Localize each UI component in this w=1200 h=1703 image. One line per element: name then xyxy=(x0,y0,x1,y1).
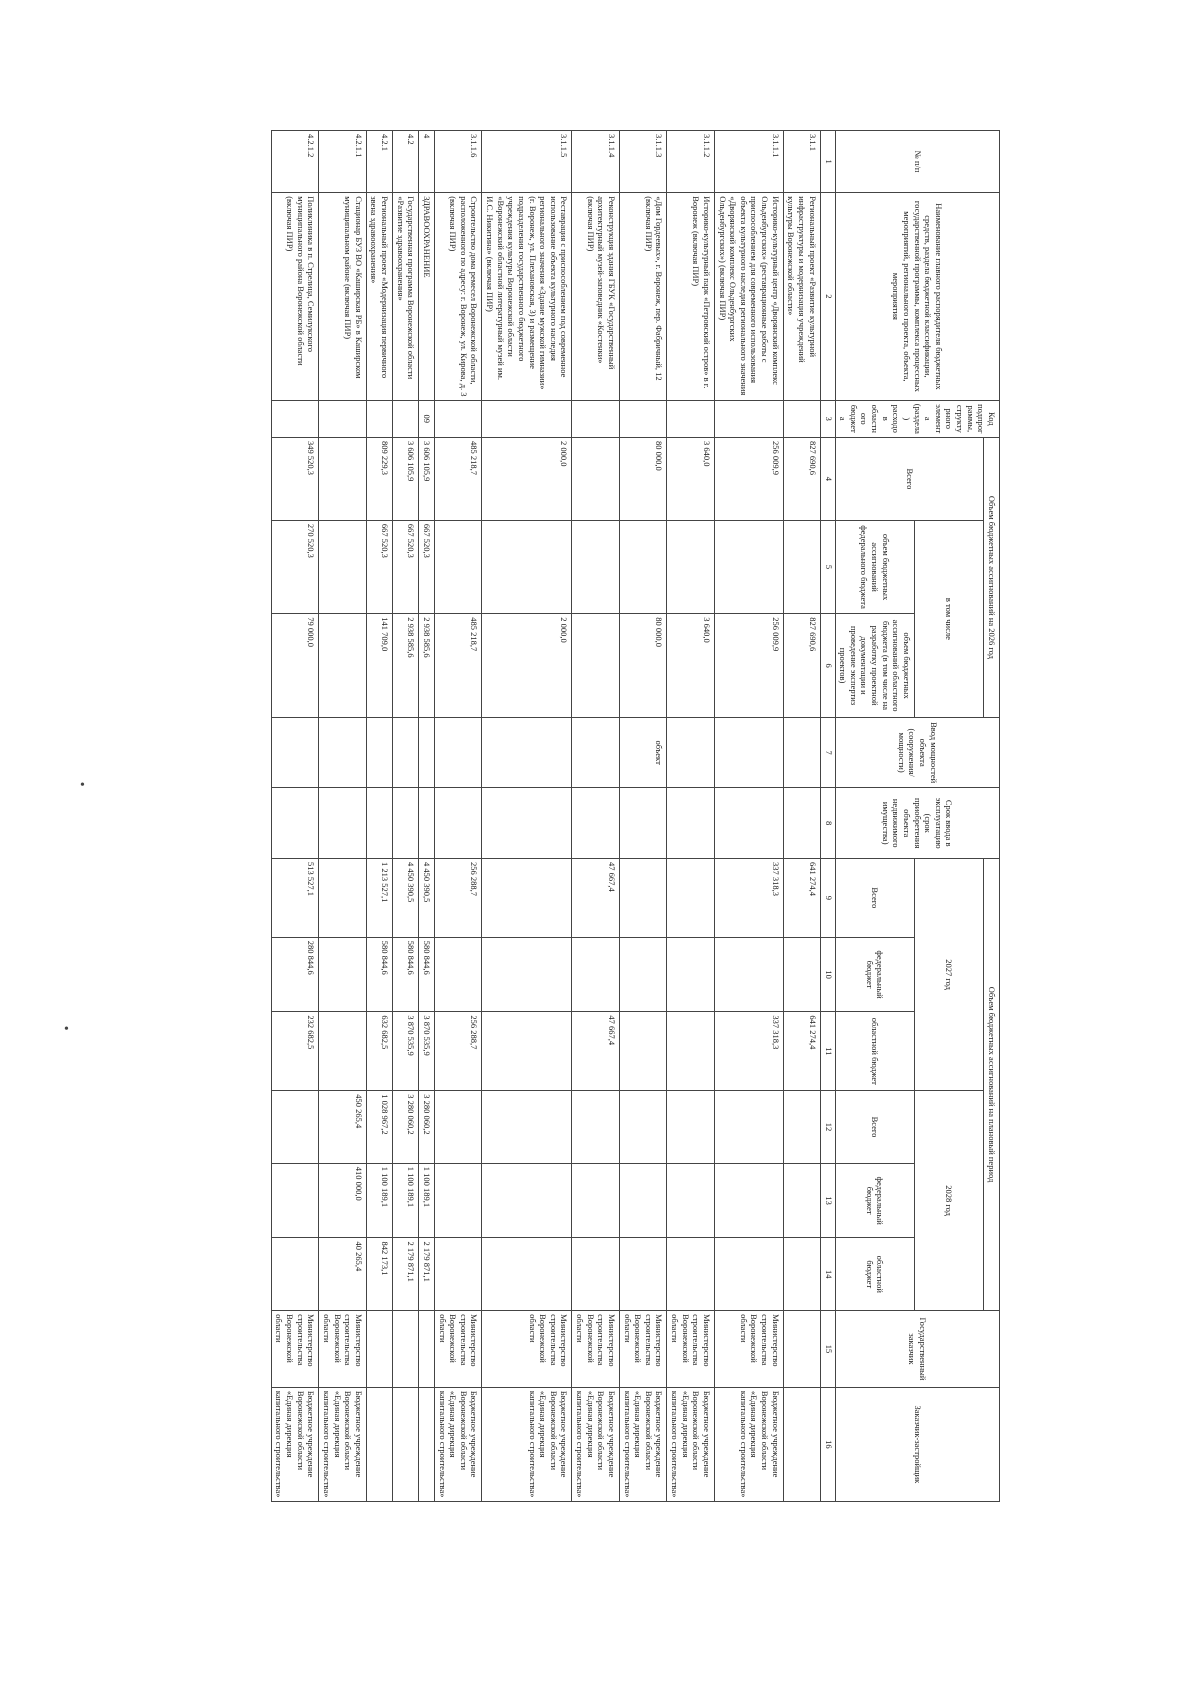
row-power: объект xyxy=(620,717,668,788)
row-developer xyxy=(419,1387,435,1501)
row-obl-2026: 141 709,0 xyxy=(366,614,392,718)
row-fed-2028: 1 100 189,1 xyxy=(393,1163,419,1238)
header-total-2027: Всего xyxy=(835,858,914,937)
row-term xyxy=(393,788,419,859)
row-total-2026: 3 606 105,9 xyxy=(393,437,419,520)
row-fed-2028 xyxy=(783,1163,820,1238)
row-total-2027: 513 527,1 xyxy=(271,858,319,937)
header-vol-2026: Объем бюджетных ассигнований на 2026 год xyxy=(984,437,1000,717)
row-fed-2026: 667 520,3 xyxy=(366,520,392,613)
row-total-2027: 337 318,3 xyxy=(715,858,784,937)
row-term xyxy=(783,788,820,859)
row-total-2028: 3 280 060,2 xyxy=(393,1091,419,1164)
row-total-2026: 349 520,3 xyxy=(271,437,319,520)
row-num: 4.2.1 xyxy=(366,131,392,193)
row-total-2028: 3 280 060,2 xyxy=(419,1091,435,1164)
row-code xyxy=(482,400,572,437)
row-total-2027 xyxy=(667,858,715,937)
row-developer xyxy=(783,1387,820,1501)
row-term xyxy=(366,788,392,859)
table-row xyxy=(271,131,319,1502)
table-row xyxy=(572,131,620,1502)
column-number: 3 xyxy=(820,400,835,437)
row-fed-2027: 280 844,6 xyxy=(271,937,319,1012)
row-fed-2026: 270 520,3 xyxy=(271,520,319,613)
row-fed-2026 xyxy=(783,520,820,613)
row-customer xyxy=(783,1311,820,1388)
row-obl-2027 xyxy=(319,1012,367,1091)
row-power xyxy=(419,717,435,788)
row-developer: Бюджетное учреждение Воронежской области «Единая дирекция капитального строительства» xyxy=(319,1387,367,1501)
row-code xyxy=(715,400,784,437)
row-fed-2026 xyxy=(482,520,572,613)
header-fed-2028: федеральный бюджет xyxy=(835,1163,914,1238)
column-number: 8 xyxy=(820,788,835,859)
row-power xyxy=(435,717,483,788)
row-obl-2028 xyxy=(435,1238,483,1311)
row-num: 3.1.1.6 xyxy=(435,131,483,193)
row-customer: Министерство строительства Воронежской области xyxy=(620,1311,668,1388)
row-fed-2027 xyxy=(482,937,572,1012)
row-fed-2028: 410 000,0 xyxy=(319,1163,367,1238)
row-code xyxy=(620,400,668,437)
row-developer: Бюджетное учреждение Воронежской области «Единая дирекция капитального строительства» xyxy=(271,1387,319,1501)
row-power xyxy=(783,717,820,788)
column-number: 2 xyxy=(820,193,835,400)
row-obl-2026: 2 938 585,6 xyxy=(419,614,435,718)
row-obl-2027: 3 870 535,9 xyxy=(419,1012,435,1091)
header-code: Код подпрограммы, структурного элемента (раздела) расходов областного бюджета xyxy=(835,400,999,437)
row-term xyxy=(271,788,319,859)
row-obl-2026: 2 000,0 xyxy=(482,614,572,718)
column-number: 12 xyxy=(820,1091,835,1164)
row-num: 3.1.1.1 xyxy=(715,131,784,193)
row-total-2027 xyxy=(620,858,668,937)
row-customer: Министерство строительства Воронежской области xyxy=(715,1311,784,1388)
row-term xyxy=(319,788,367,859)
row-fed-2026 xyxy=(667,520,715,613)
row-total-2026: 80 000,0 xyxy=(620,437,668,520)
row-num: 3.1.1.3 xyxy=(620,131,668,193)
row-code xyxy=(572,400,620,437)
row-obl-2026 xyxy=(319,614,367,718)
table-row xyxy=(319,131,367,1502)
row-power xyxy=(482,717,572,788)
row-obl-2027 xyxy=(620,1012,668,1091)
row-name: «Дом Гордеевых», г. Воронеж, пер. Фабричный, 12 (включая ПИР) xyxy=(620,193,668,400)
row-obl-2027: 232 682,5 xyxy=(271,1012,319,1091)
table-row xyxy=(667,131,715,1502)
row-fed-2027 xyxy=(319,937,367,1012)
row-name: Региональный проект «Модернизация первичного звена здравоохранения» xyxy=(366,193,392,400)
column-number-row xyxy=(820,131,835,1502)
row-total-2026 xyxy=(319,437,367,520)
row-code xyxy=(393,400,419,437)
header-power: Ввод мощностей объекта (сооружения/мощности) xyxy=(835,717,999,788)
row-num: 4.2.1.1 xyxy=(319,131,367,193)
row-total-2028 xyxy=(435,1091,483,1164)
row-code xyxy=(783,400,820,437)
row-fed-2028 xyxy=(715,1163,784,1238)
row-num: 3.1.1.2 xyxy=(667,131,715,193)
table-row xyxy=(419,131,435,1502)
header-year-2027: 2027 год xyxy=(915,858,984,1090)
column-number: 11 xyxy=(820,1012,835,1091)
row-obl-2027: 337 318,3 xyxy=(715,1012,784,1091)
row-customer xyxy=(419,1311,435,1388)
header-total-2026: Всего xyxy=(835,437,984,520)
row-obl-2026 xyxy=(572,614,620,718)
row-obl-2028: 2 179 871,1 xyxy=(419,1238,435,1311)
row-code: 09 xyxy=(419,400,435,437)
row-num: 3.1.1.5 xyxy=(482,131,572,193)
row-obl-2026: 3 640,0 xyxy=(667,614,715,718)
row-term xyxy=(667,788,715,859)
header-term: Срок ввода в эксплуатацию (срок приобретения объекта недвижимого имущества) xyxy=(835,788,999,859)
row-fed-2027 xyxy=(715,937,784,1012)
row-obl-2027: 641 274,4 xyxy=(783,1012,820,1091)
row-power xyxy=(366,717,392,788)
row-fed-2027: 580 844,6 xyxy=(393,937,419,1012)
row-fed-2026: 667 520,3 xyxy=(393,520,419,613)
column-number: 7 xyxy=(820,717,835,788)
row-obl-2026: 2 938 585,6 xyxy=(393,614,419,718)
row-developer xyxy=(393,1387,419,1501)
row-total-2027: 256 288,7 xyxy=(435,858,483,937)
row-total-2028 xyxy=(620,1091,668,1164)
row-obl-2027: 3 870 535,9 xyxy=(393,1012,419,1091)
row-name: Поликлиника в п. Стрелица, Семилукского муниципального района Воронежской области (включая ПИР) xyxy=(271,193,319,400)
table-body xyxy=(271,131,835,1502)
row-code xyxy=(435,400,483,437)
header-obl-2027: областной бюджет xyxy=(835,1012,914,1091)
row-term xyxy=(715,788,784,859)
row-fed-2028 xyxy=(271,1163,319,1238)
row-total-2027 xyxy=(319,858,367,937)
row-obl-2027: 632 682,5 xyxy=(366,1012,392,1091)
row-num: 3.1.1.4 xyxy=(572,131,620,193)
row-power xyxy=(393,717,419,788)
row-power xyxy=(667,717,715,788)
row-total-2026: 3 640,0 xyxy=(667,437,715,520)
row-customer: Министерство строительства Воронежской области xyxy=(667,1311,715,1388)
row-obl-2026: 827 690,6 xyxy=(783,614,820,718)
row-obl-2028 xyxy=(482,1238,572,1311)
row-obl-2026: 256 009,9 xyxy=(715,614,784,718)
row-fed-2027: 580 844,6 xyxy=(366,937,392,1012)
column-number: 13 xyxy=(820,1163,835,1238)
row-term xyxy=(620,788,668,859)
row-power xyxy=(319,717,367,788)
row-fed-2028 xyxy=(482,1163,572,1238)
row-total-2027: 4 450 390,5 xyxy=(393,858,419,937)
row-developer xyxy=(366,1387,392,1501)
row-obl-2028: 842 173,1 xyxy=(366,1238,392,1311)
row-fed-2028: 1 100 189,1 xyxy=(366,1163,392,1238)
row-developer: Бюджетное учреждение Воронежской области «Единая дирекция капитального строительства» xyxy=(572,1387,620,1501)
row-code xyxy=(271,400,319,437)
row-developer: Бюджетное учреждение Воронежской области «Единая дирекция капитального строительства» xyxy=(435,1387,483,1501)
row-fed-2028: 1 100 189,1 xyxy=(419,1163,435,1238)
row-fed-2026 xyxy=(572,520,620,613)
row-total-2028 xyxy=(572,1091,620,1164)
row-total-2027 xyxy=(482,858,572,937)
row-customer xyxy=(393,1311,419,1388)
column-number: 5 xyxy=(820,520,835,613)
row-total-2026: 827 690,6 xyxy=(783,437,820,520)
header-fed-2027: федеральный бюджет xyxy=(835,937,914,1012)
rotated-table-page xyxy=(192,130,1000,1502)
row-power xyxy=(572,717,620,788)
row-customer: Министерство строительства Воронежской области xyxy=(271,1311,319,1388)
row-fed-2027 xyxy=(783,937,820,1012)
table-row xyxy=(366,131,392,1502)
row-name: Региональный проект «Развитие культурной инфраструктуры и модернизация учреждений культуры Воронежской области» xyxy=(783,193,820,400)
row-total-2028 xyxy=(482,1091,572,1164)
row-total-2027: 1 213 527,1 xyxy=(366,858,392,937)
row-total-2026: 256 009,9 xyxy=(715,437,784,520)
row-obl-2028 xyxy=(667,1238,715,1311)
row-name: Историко-культурный парк «Петровский остров» в г. Воронеж (включая ПИР) xyxy=(667,193,715,400)
row-code xyxy=(366,400,392,437)
row-power xyxy=(715,717,784,788)
row-obl-2028: 2 179 871,1 xyxy=(393,1238,419,1311)
row-fed-2027 xyxy=(667,937,715,1012)
row-obl-2027: 47 667,4 xyxy=(572,1012,620,1091)
row-power xyxy=(271,717,319,788)
row-total-2028 xyxy=(271,1091,319,1164)
row-total-2028 xyxy=(783,1091,820,1164)
row-customer: Министерство строительства Воронежской области xyxy=(572,1311,620,1388)
row-term xyxy=(572,788,620,859)
row-total-2026: 3 606 105,9 xyxy=(419,437,435,520)
row-total-2028 xyxy=(715,1091,784,1164)
row-num: 3.1.1 xyxy=(783,131,820,193)
column-number: 15 xyxy=(820,1311,835,1388)
table-row xyxy=(620,131,668,1502)
row-total-2026: 2 000,0 xyxy=(482,437,572,520)
column-number: 9 xyxy=(820,858,835,937)
row-total-2026: 809 229,3 xyxy=(366,437,392,520)
column-number: 10 xyxy=(820,937,835,1012)
row-fed-2026 xyxy=(319,520,367,613)
row-code xyxy=(319,400,367,437)
row-obl-2027: 256 288,7 xyxy=(435,1012,483,1091)
row-total-2026 xyxy=(572,437,620,520)
header-total-2028: Всего xyxy=(835,1091,914,1164)
row-name: Строительство дома ремесел Воронежской области, расположенного по адресу: г. Воронеж, ул. Кирова, д. 3 (включая ПИР) xyxy=(435,193,483,400)
row-developer: Бюджетное учреждение Воронежской области «Единая дирекция капитального строительства» xyxy=(620,1387,668,1501)
row-obl-2028 xyxy=(572,1238,620,1311)
row-term xyxy=(482,788,572,859)
table-row xyxy=(783,131,820,1502)
row-fed-2028 xyxy=(667,1163,715,1238)
header-fed-2026: объем бюджетных ассигнований федерального бюджета xyxy=(835,520,914,613)
row-total-2028: 450 265,4 xyxy=(319,1091,367,1164)
row-code xyxy=(667,400,715,437)
table-row xyxy=(482,131,572,1502)
row-fed-2026 xyxy=(620,520,668,613)
column-number: 1 xyxy=(820,131,835,193)
row-total-2028: 1 028 967,2 xyxy=(366,1091,392,1164)
row-developer: Бюджетное учреждение Воронежской области «Единая дирекция капитального строительства» xyxy=(667,1387,715,1501)
row-name: Историко-культурный центр «Дворянский комплекс Ольденбургских» (реставрационные работы с приспособлением для современного использования объекта культурного наследия регионального значения «Дворянский комплекс Ольденбургских Ольденбургских») (включая ПИР) xyxy=(715,193,784,400)
row-customer: Министерство строительства Воронежской области xyxy=(435,1311,483,1388)
row-obl-2027 xyxy=(667,1012,715,1091)
row-customer xyxy=(366,1311,392,1388)
row-fed-2027 xyxy=(435,937,483,1012)
row-obl-2028 xyxy=(715,1238,784,1311)
row-fed-2027 xyxy=(620,937,668,1012)
row-fed-2028 xyxy=(572,1163,620,1238)
row-fed-2027: 580 844,6 xyxy=(419,937,435,1012)
row-obl-2027 xyxy=(482,1012,572,1091)
row-total-2027: 641 274,4 xyxy=(783,858,820,937)
row-customer: Министерство строительства Воронежской области xyxy=(482,1311,572,1388)
budget-table xyxy=(271,130,1000,1502)
row-fed-2028 xyxy=(435,1163,483,1238)
row-developer: Бюджетное учреждение Воронежской области «Единая дирекция капитального строительства» xyxy=(482,1387,572,1501)
row-num: 4.2.1.2 xyxy=(271,131,319,193)
row-name: Государственная программа Воронежской области «Развитие здравоохранения» xyxy=(393,193,419,400)
row-developer: Бюджетное учреждение Воронежской области «Единая дирекция капитального строительства» xyxy=(715,1387,784,1501)
row-total-2027: 47 667,4 xyxy=(572,858,620,937)
row-name: ЗДРАВООХРАНЕНИЕ xyxy=(419,193,435,400)
column-number: 14 xyxy=(820,1238,835,1311)
scan-mark: • xyxy=(80,778,85,793)
row-obl-2026: 79 000,0 xyxy=(271,614,319,718)
row-term xyxy=(435,788,483,859)
table-row xyxy=(435,131,483,1502)
row-name: Реставрация с приспособлением под современное использование объекта культурного наследия регионального значения «Здание мужской гимназии» (г. Воронеж, ул. Плехановская, 3) и размещение подразделения государственного бюджетного учреждения культуры Воронежской области «Воронежский областной литературный музей им. И.С. Никитина» (включая ПИР) xyxy=(482,193,572,400)
column-number: 6 xyxy=(820,614,835,718)
row-fed-2026 xyxy=(435,520,483,613)
row-total-2026: 485 218,7 xyxy=(435,437,483,520)
header-obl-2026: объем бюджетных ассигнований областного бюджета (в том числе на разработку проектной документации и проведение экспертиз проектов) xyxy=(835,614,914,718)
row-name: Стационар БУЗ ВО «Каширская РБ» в Каширском муниципальном районе (включая ПИР) xyxy=(319,193,367,400)
row-obl-2026: 80 000,0 xyxy=(620,614,668,718)
table-row xyxy=(715,131,784,1502)
row-fed-2028 xyxy=(620,1163,668,1238)
row-obl-2026: 485 218,7 xyxy=(435,614,483,718)
header-developer: Заказчик-застройщик xyxy=(835,1387,999,1501)
row-obl-2028 xyxy=(620,1238,668,1311)
row-obl-2028: 40 265,4 xyxy=(319,1238,367,1311)
header-num: № п/п xyxy=(835,131,999,193)
header-vol-plan: Объем бюджетных ассигнований на плановый период xyxy=(984,858,1000,1310)
row-name: Реконструкция здания ГБУК «Государственный архитектурный музей-заповедник «Костенки» (включая ПИР) xyxy=(572,193,620,400)
table-row xyxy=(393,131,419,1502)
row-customer: Министерство строительства Воронежской области xyxy=(319,1311,367,1388)
header-incl-2026: в том числе xyxy=(915,520,984,717)
column-number: 16 xyxy=(820,1387,835,1501)
header-obl-2028: областной бюджет xyxy=(835,1238,914,1311)
row-total-2027: 4 450 390,5 xyxy=(419,858,435,937)
scan-mark: • xyxy=(64,1022,69,1037)
header-year-2028: 2028 год xyxy=(915,1091,984,1311)
header-customer: Государственный заказчик xyxy=(835,1311,999,1388)
row-obl-2028 xyxy=(271,1238,319,1311)
row-fed-2026 xyxy=(715,520,784,613)
row-num: 4.2 xyxy=(393,131,419,193)
row-obl-2028 xyxy=(783,1238,820,1311)
row-num: 4 xyxy=(419,131,435,193)
header-name: Наименование главного распорядителя бюджетных средств, раздела бюджетной классификации, государственной программы, комплекса процессных мероприятий, регионального проекта, объекта, мероприятия xyxy=(835,193,999,400)
row-fed-2026: 667 520,3 xyxy=(419,520,435,613)
row-fed-2027 xyxy=(572,937,620,1012)
column-number: 4 xyxy=(820,437,835,520)
row-total-2028 xyxy=(667,1091,715,1164)
row-term xyxy=(419,788,435,859)
